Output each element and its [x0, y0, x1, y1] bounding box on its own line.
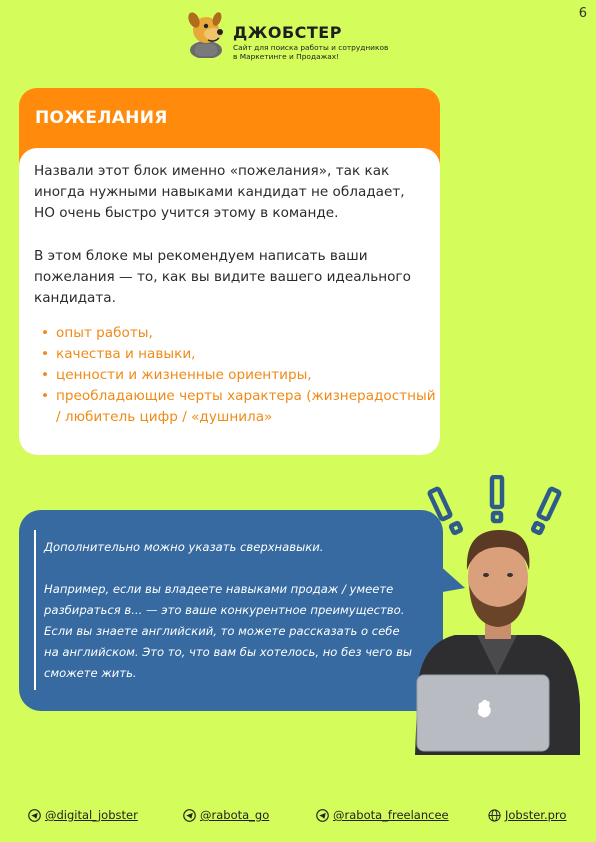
bullet-icon: • [41, 388, 50, 404]
wishes-list [41, 323, 436, 428]
bullet-icon: • [41, 346, 50, 362]
page-number: 6 [578, 6, 587, 21]
bullet-icon: • [41, 367, 50, 383]
list-item: • ценности и жизненные ориентиры, [41, 365, 436, 386]
dog-mascot-icon [186, 10, 228, 58]
bubble-text-1: Дополнительно можно указать сверхнавыки. [44, 540, 324, 554]
telegram-icon [28, 809, 41, 822]
footer [0, 808, 596, 830]
footer-link-rabota-freelancee[interactable]: @rabota_freelancee [316, 808, 449, 822]
card-paragraph-1: Назвали этот блок именно «пожелания», так как иногда нужными навыками кандидат не обладает, НО очень быстро учится этому в команде. [34, 163, 405, 221]
footer-link-rabota-go[interactable]: @rabota_go [183, 808, 269, 822]
bullet-icon: • [41, 325, 50, 341]
tip-bubble [19, 510, 443, 711]
wishes-card [19, 88, 440, 455]
card-body [19, 148, 440, 455]
brand-tagline: Сайт для поиска работы и сотрудников в Маркетинге и Продажах! [233, 43, 389, 61]
list-item: • преобладающие черты характера (жизнерадостный / любитель цифр / «душнила» [41, 388, 436, 425]
man-with-laptop-illustration [405, 475, 590, 755]
card-paragraph-2: В этом блоке мы рекомендуем написать ваши пожелания — то, как вы видите вашего идеального кандидата. [34, 248, 411, 306]
bubble-text-2: Например, если вы владеете навыками продаж / умеете разбираться в... — это ваше конкурентное преимущество. Если вы знаете английский, то можете рассказать о себе на английском. Это то, что вам бы хотелось, но без чего вы сможете жить. [44, 582, 413, 680]
list-item: • качества и навыки, [41, 344, 436, 365]
card-title: ПОЖЕЛАНИЯ [35, 108, 168, 128]
brand-name: ДЖОБСТЕР [233, 23, 342, 42]
footer-link-jobster-pro[interactable]: Jobster.pro [488, 808, 566, 822]
telegram-icon [316, 809, 329, 822]
jobster-logo[interactable] [186, 10, 416, 62]
list-item: • опыт работы, [41, 323, 436, 344]
footer-link-digital-jobster[interactable]: @digital_jobster [28, 808, 138, 822]
globe-icon [488, 809, 501, 822]
bubble-divider [34, 530, 36, 690]
telegram-icon [183, 809, 196, 822]
